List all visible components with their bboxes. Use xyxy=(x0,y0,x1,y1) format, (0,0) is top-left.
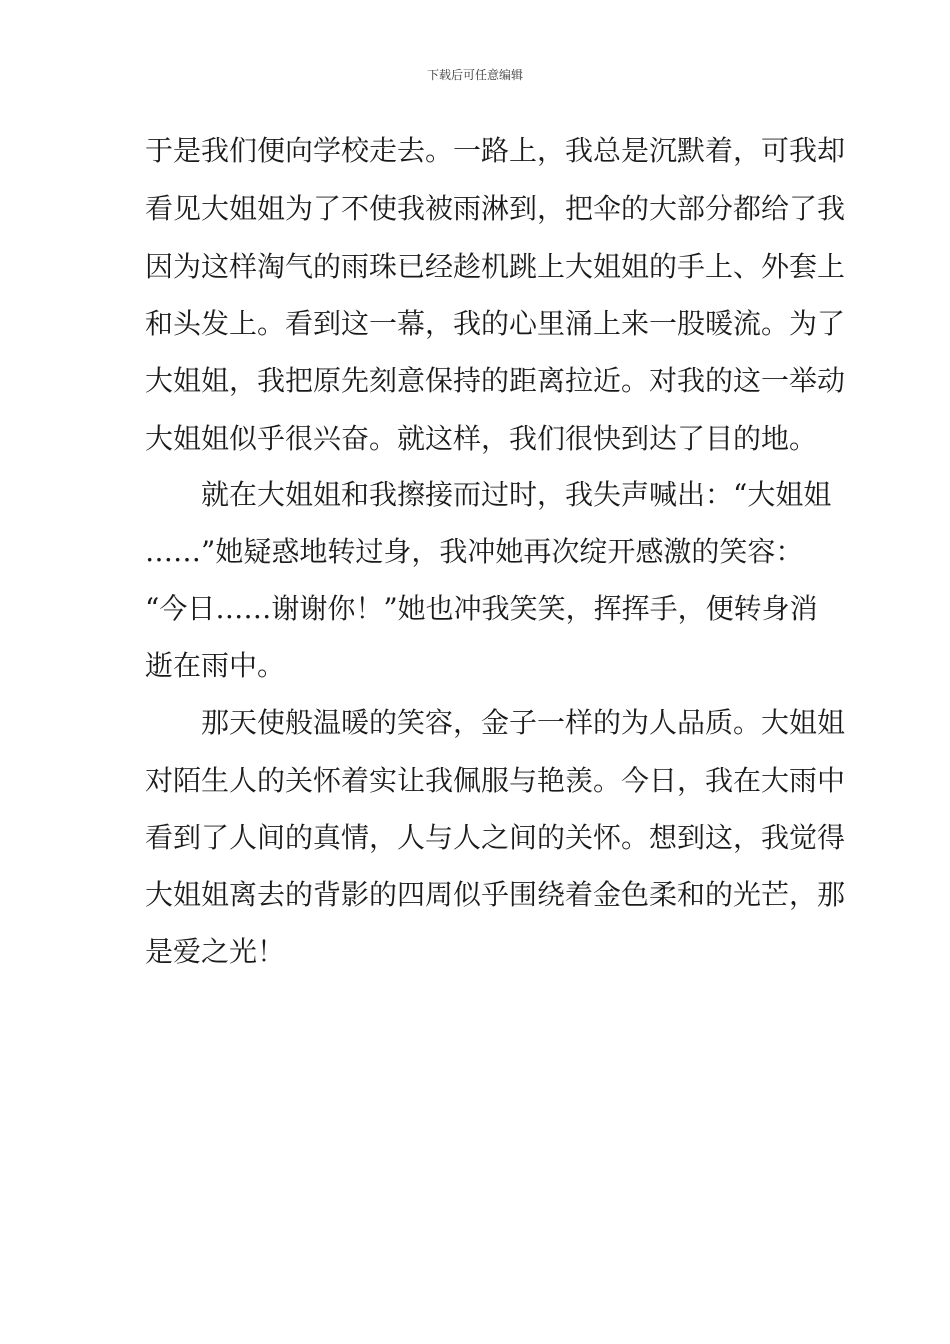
text-line: 因为这样淘气的雨珠已经趁机跳上大姐姐的手上、外套上 xyxy=(145,250,846,283)
text-line: 就在大姐姐和我擦接而过时，我失声喊出：“大姐姐 xyxy=(145,478,832,511)
text-line: 大姐姐似乎很兴奋。就这样，我们很快到达了目的地。 xyxy=(145,422,818,455)
text-line: ……”她疑惑地转过身，我冲她再次绽开感激的笑容： xyxy=(145,535,804,568)
text-line: 看到了人间的真情，人与人之间的关怀。想到这，我觉得 xyxy=(145,821,846,854)
text-line: 大姐姐，我把原先刻意保持的距离拉近。对我的这一举动 xyxy=(145,364,846,397)
text-line: 和头发上。看到这一幕，我的心里涌上来一股暖流。为了 xyxy=(145,307,846,340)
text-line: 对陌生人的关怀着实让我佩服与艳羡。今日，我在大雨中 xyxy=(145,764,846,797)
text-line: 看见大姐姐为了不使我被雨淋到，把伞的大部分都给了我 xyxy=(145,192,846,225)
text-line: 大姐姐离去的背影的四周似乎围绕着金色柔和的光芒，那 xyxy=(145,878,846,911)
text-line: “今日……谢谢你！”她也冲我笑笑，挥挥手，便转身消 xyxy=(145,592,818,625)
text-line: 是爱之光！ xyxy=(145,935,286,968)
text-line: 于是我们便向学校走去。一路上，我总是沉默着，可我却 xyxy=(145,134,846,167)
text-line: 逝在雨中。 xyxy=(145,649,286,682)
page-header: 下载后可任意编辑 xyxy=(426,68,523,82)
text-line: 那天使般温暖的笑容，金子一样的为人品质。大姐姐 xyxy=(145,706,846,739)
